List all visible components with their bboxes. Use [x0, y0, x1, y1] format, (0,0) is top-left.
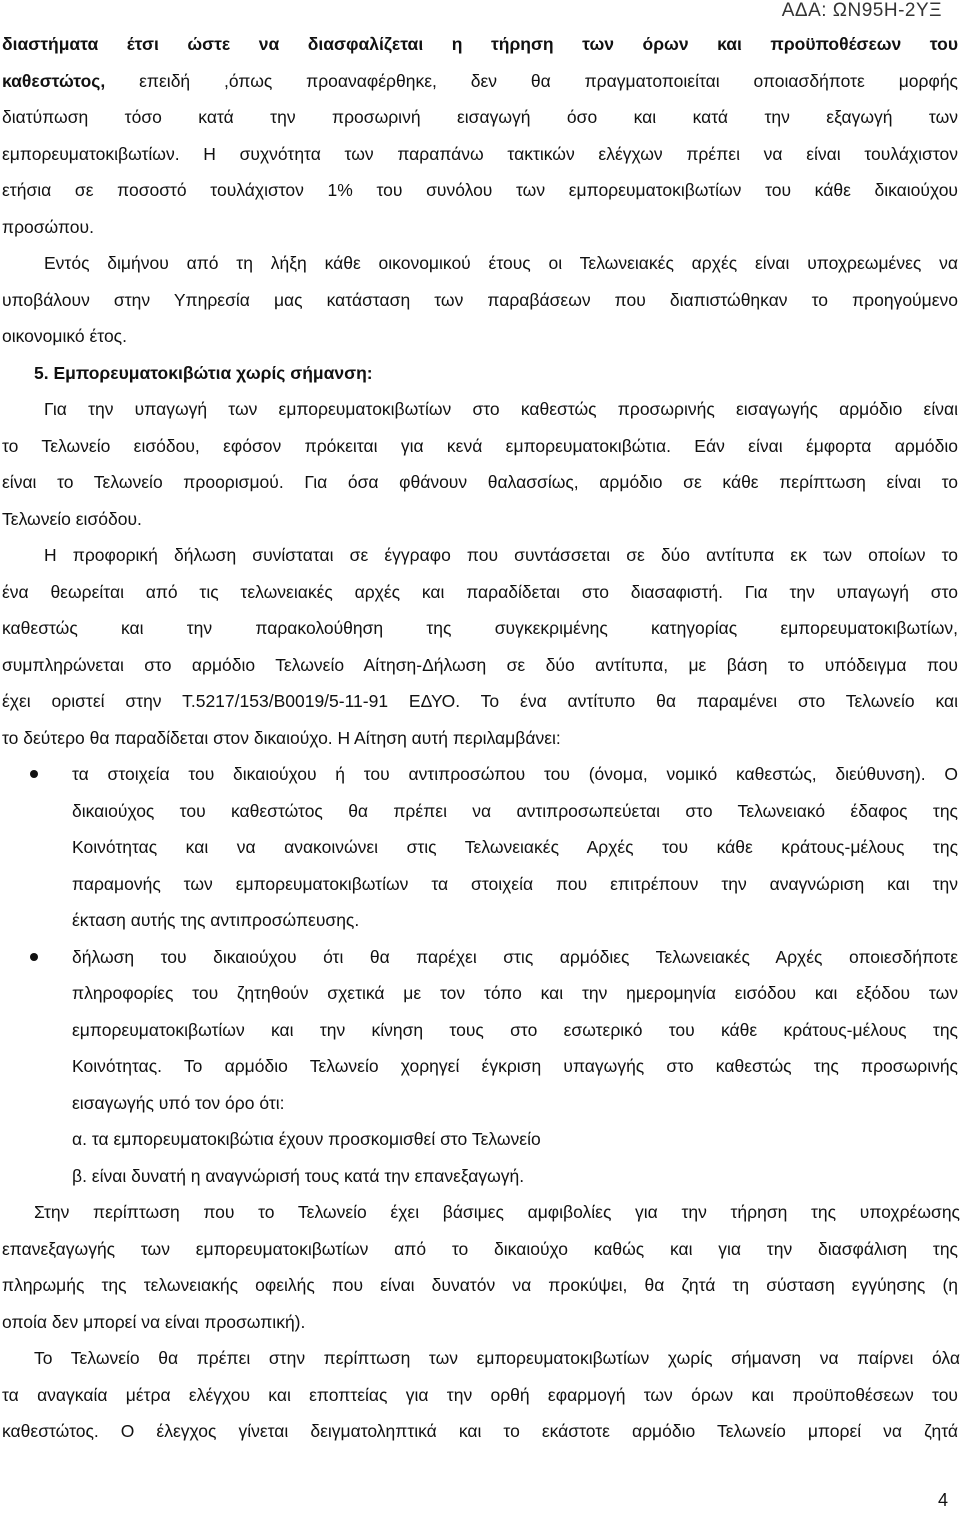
sub-item-line: α. τα εμπορευματοκιβώτια έχουν προσκομισθεί στο Τελωνείο [72, 1129, 541, 1149]
bullet-item-line: έκταση αυτής της αντιπροσώπευσης. [72, 910, 360, 930]
bullet-item-line: εισαγωγής υπό τον όρο ότι: [72, 1092, 285, 1113]
document-body [0, 26, 960, 1450]
paragraph-line: καθεστώς και την παρακολούθηση της συγκεκριμένης κατηγορίας εμπορευματοκιβωτίων, [2, 618, 958, 638]
bullet-item-line [0, 939, 960, 976]
bullet-text: δήλωση του δικαιούχου ότι θα παρέχει στις αρμόδιες Τελωνειακές Αρχές οποιεσδήποτε [72, 946, 958, 967]
paragraph-line: οικονομικό έτος. [2, 326, 127, 346]
paragraph-line: οποία δεν μπορεί να είναι προσωπική). [2, 1311, 306, 1332]
paragraph-line: τα αναγκαία μέτρα ελέγχου και εποπτείας για την ορθή εφαρμογή των όρων και προϋποθέσεων του [2, 1384, 958, 1405]
paragraph-line: καθεστώτος. Ο έλεγχος γίνεται δειγματοληπτικά και το εκάστοτε αρμόδιο Τελωνείο μπορεί να ζητά [2, 1421, 958, 1441]
paragraph-line [0, 63, 960, 100]
sub-item-line: β. είναι δυνατή η αναγνώρισή τους κατά την επανεξαγωγή. [72, 1165, 525, 1186]
bullet-item-line: Κοινότητας. Το αρμόδιο Τελωνείο χορηγεί έγκριση υπαγωγής στο καθεστώς της προσωρινής [72, 1056, 958, 1076]
paragraph-line: το δεύτερο θα παραδίδεται στον δικαιούχο. Η Αίτηση αυτή περιλαμβάνει: [2, 727, 561, 748]
paragraph-line: υποβάλουν στην Υπηρεσία μας κατάσταση των παραβάσεων που διαπιστώθηκαν το προηγούμενο [2, 289, 958, 310]
bullet-item-line: πληροφορίες του ζητηθούν σχετικά με τον τόπο και την ημερομηνία εισόδου και εξόδου των [72, 983, 958, 1003]
paragraph-line: διατύπωση τόσο κατά την προσωρινή εισαγωγή όσο και κατά την εξαγωγή των [2, 107, 958, 127]
paragraph-line: Η προφορική δήλωση συνίσταται σε έγγραφο που συντάσσεται σε δύο αντίτυπα εκ των οποίων το [44, 545, 958, 565]
paragraph-line: ένα θεωρείται από τις τελωνειακές αρχές και παραδίδεται στο διασαφιστή. Για την υπαγωγή στο [2, 581, 958, 602]
paragraph-line: επανεξαγωγής των εμπορευματοκιβωτίων από το δικαιούχο καθώς και για την διασφάλιση της [2, 1238, 958, 1259]
page-number: 4 [937, 1490, 948, 1510]
paragraph-line: Εντός διμήνου από τη λήξη κάθε οικονομικού έτους οι Τελωνειακές αρχές είναι υποχρεωμένες να [44, 253, 958, 273]
bold-term: καθεστώτος, [2, 70, 106, 91]
paragraph-line: Για την υπαγωγή των εμπορευματοκιβωτίων στο καθεστώς προσωρινής εισαγωγής αρμόδιο είναι [44, 399, 958, 419]
paragraph-line-rest: επειδή ,όπως προαναφέρθηκε, δεν θα πραγματοποιείται οποιασδήποτε μορφής [139, 70, 958, 91]
paragraph-line: διαστήματα έτσι ώστε να διασφαλίζεται η τήρηση των όρων και προϋποθέσεων του [2, 34, 958, 54]
paragraph-line: είναι το Τελωνείο προορισμού. Για όσα φθάνουν θαλασσίως, αρμόδιο σε κάθε περίπτωση είναι το [2, 472, 958, 492]
paragraph-line: έχει οριστεί στην Τ.5217/153/Β0019/5-11-91 ΕΔΥΟ. Το ένα αντίτυπο θα παραμένει στο Τελωνείο και [2, 691, 958, 711]
paragraph-line: Το Τελωνείο θα πρέπει στην περίπτωση των εμπορευματοκιβωτίων χωρίς σήμανση να παίρνει όλα [34, 1348, 960, 1368]
bullet-icon [30, 770, 38, 778]
paragraph-line: εμπορευματοκιβωτίων. Η συχνότητα των παραπάνω τακτικών ελέγχων πρέπει να είναι τουλάχιστον [2, 143, 958, 164]
paragraph-line: συμπληρώνεται στο αρμόδιο Τελωνείο Αίτηση-Δήλωση σε δύο αντίτυπα, με βάση το υπόδειγμα που [2, 654, 958, 675]
section-heading: 5. Εμπορευματοκιβώτια χωρίς σήμανση: [34, 362, 373, 383]
bullet-item-line: παραμονής των εμπορευματοκιβωτίων τα στοιχεία που επιτρέπουν την αναγνώριση και την [72, 873, 958, 894]
bullet-item-line: δικαιούχος του καθεστώτος θα πρέπει να αντιπροσωπεύεται στο Τελωνειακό έδαφος της [72, 800, 958, 821]
bullet-item-line: εμπορευματοκιβωτίων και την κίνηση τους στο εσωτερικό του κάθε κράτους-μέλους της [72, 1019, 958, 1040]
bullet-icon [30, 953, 38, 961]
bullet-item-line: Κοινότητας και να ανακοινώνει στις Τελωνειακές Αρχές του κάθε κράτους-μέλους της [72, 837, 958, 857]
document-id-header: ΑΔΑ: ΩΝ95Η-2ΥΞ [781, 0, 942, 21]
bullet-text: τα στοιχεία του δικαιούχου ή του αντιπροσώπου του (όνομα, νομικό καθεστώς, διεύθυνση). Ο [72, 764, 958, 784]
paragraph-line: πληρωμής της τελωνειακής οφειλής που είναι δυνατόν να προκύψει, θα ζητά τη σύσταση εγγύησης (η [2, 1275, 958, 1295]
paragraph-line: ετήσια σε ποσοστό τουλάχιστον 1% του συνόλου των εμπορευματοκιβωτίων του κάθε δικαιούχου [2, 180, 958, 200]
bullet-item-line [0, 756, 960, 793]
paragraph-line: Τελωνείο εισόδου. [2, 508, 142, 529]
paragraph-line: το Τελωνείο εισόδου, εφόσον πρόκειται για κενά εμπορευματοκιβώτια. Εάν είναι έμφορτα αρμόδιο [2, 435, 958, 456]
paragraph-line: Στην περίπτωση που το Τελωνείο έχει βάσιμες αμφιβολίες για την τήρηση της υποχρέωσης [34, 1202, 960, 1222]
paragraph-line: προσώπου. [2, 216, 94, 237]
